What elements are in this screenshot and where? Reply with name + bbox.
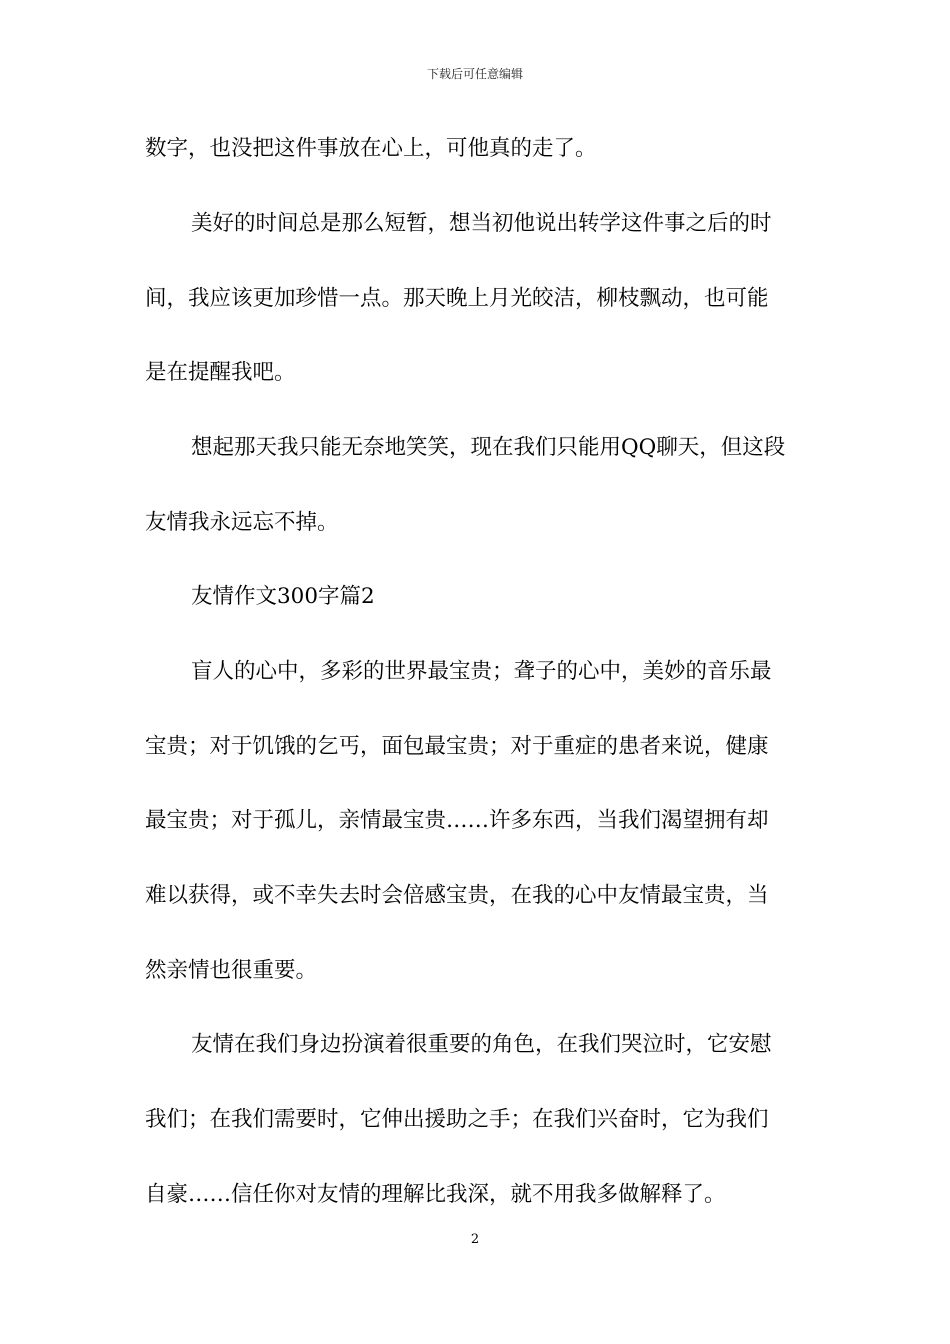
body-line: 盲人的心中，多彩的世界最宝贵；聋子的心中，美妙的音乐最: [191, 659, 772, 684]
body-line: 自豪……信任你对友情的理解比我深，就不用我多做解释了。: [145, 1182, 726, 1207]
body-line: 友情我永远忘不掉。: [145, 510, 339, 535]
page-header: 下载后可任意编辑: [426, 67, 523, 81]
body-line: 数字，也没把这件事放在心上，可他真的走了。: [145, 136, 597, 161]
body-line: 我们；在我们需要时，它伸出援助之手；在我们兴奋时，它为我们: [145, 1107, 769, 1132]
body-line: 最宝贵；对于孤儿，亲情最宝贵……许多东西，当我们渴望拥有却: [145, 808, 769, 833]
page-number: 2: [470, 1232, 480, 1247]
body-line: 然亲情也很重要。: [145, 958, 318, 983]
body-line: 友情在我们身边扮演着很重要的角色，在我们哭泣时，它安慰: [191, 1032, 772, 1057]
section-heading: 友情作文300字篇2: [191, 584, 375, 609]
body-line: 是在提醒我吧。: [145, 360, 296, 385]
body-line: 宝贵；对于饥饿的乞丐，面包最宝贵；对于重症的患者来说，健康: [145, 734, 769, 759]
body-line: 美好的时间总是那么短暂，想当初他说出转学这件事之后的时: [191, 211, 772, 236]
body-line: 想起那天我只能无奈地笑笑，现在我们只能用QQ聊天，但这段: [191, 435, 786, 460]
body-line: 难以获得，或不幸失去时会倍感宝贵，在我的心中友情最宝贵，当: [145, 883, 769, 908]
body-line: 间，我应该更加珍惜一点。那天晚上月光皎洁，柳枝飘动，也可能: [145, 286, 769, 311]
